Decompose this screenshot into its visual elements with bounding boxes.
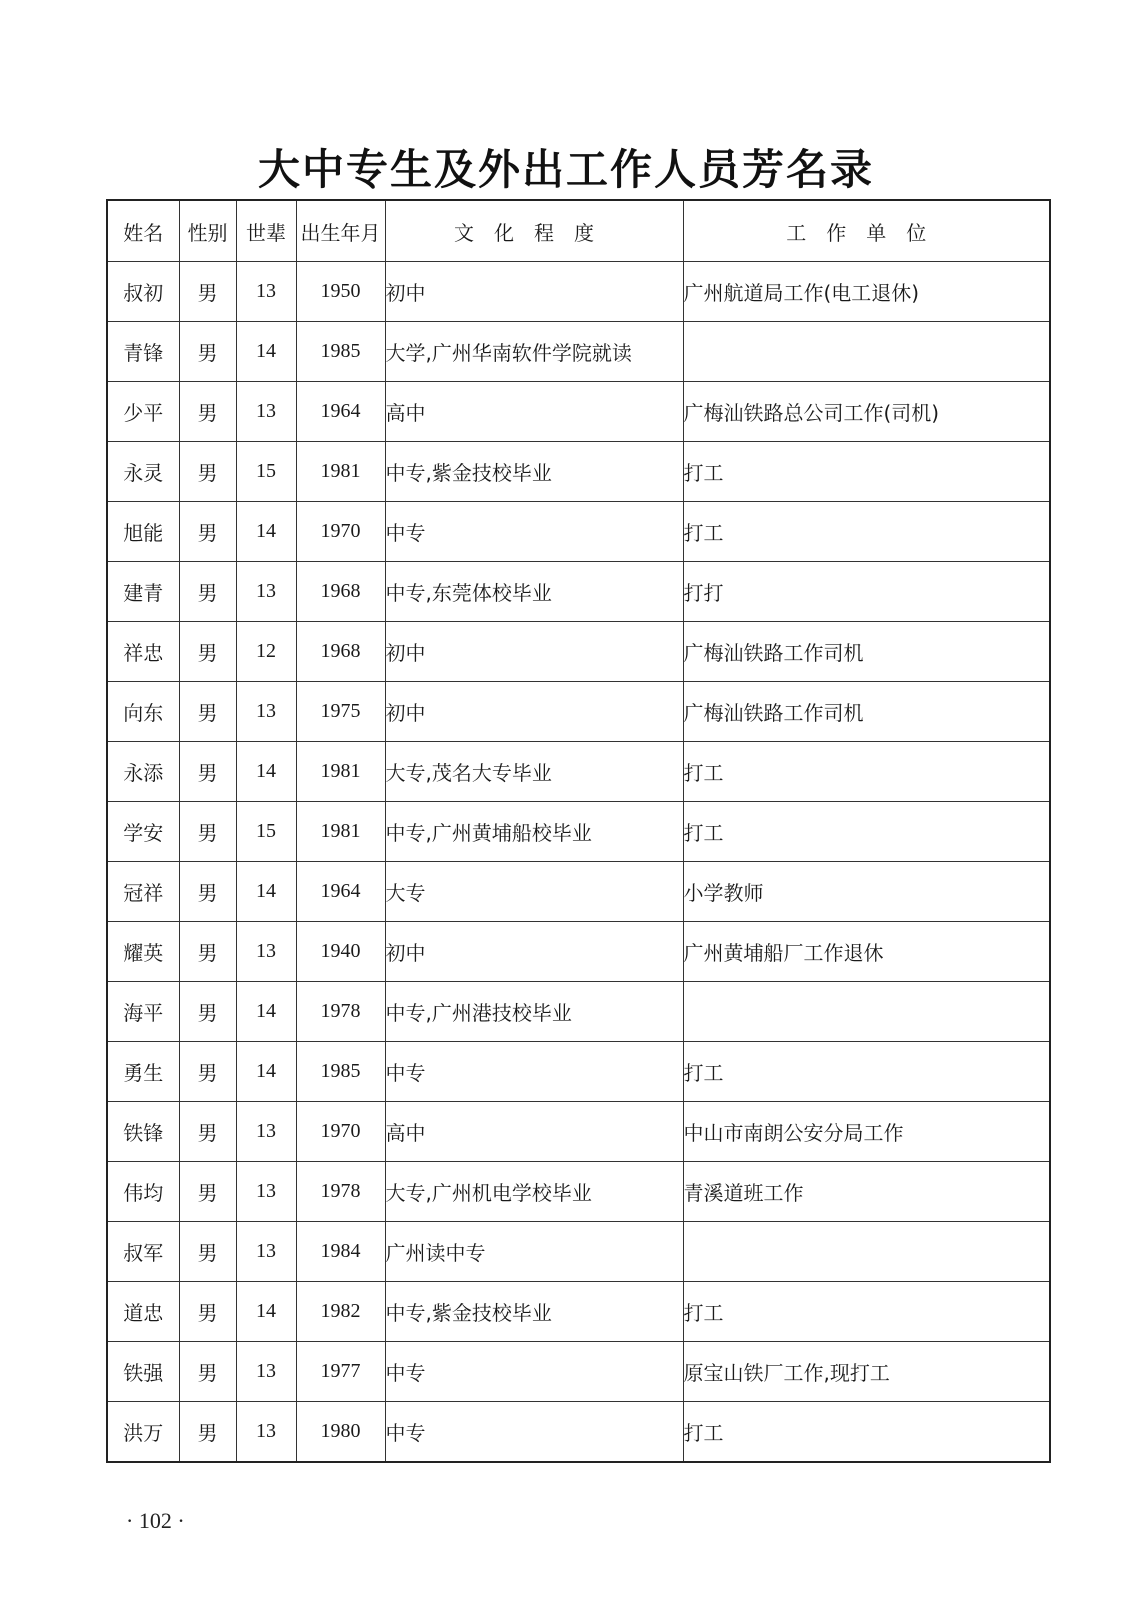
cell-name: 铁锋: [107, 1102, 179, 1162]
cell-sex: 男: [179, 502, 236, 562]
cell-education: 初中: [385, 682, 683, 742]
cell-name: 伟均: [107, 1162, 179, 1222]
cell-birth: 1968: [296, 562, 385, 622]
table-row: [107, 1042, 1050, 1102]
table-row: [107, 262, 1050, 322]
cell-education: 大专,茂名大专毕业: [385, 742, 683, 802]
cell-name: 勇生: [107, 1042, 179, 1102]
roster-table: [106, 199, 1051, 1463]
cell-generation: 13: [236, 1102, 296, 1162]
cell-education: 大专: [385, 862, 683, 922]
cell-generation: 13: [236, 262, 296, 322]
cell-generation: 15: [236, 802, 296, 862]
cell-generation: 12: [236, 622, 296, 682]
cell-generation: 13: [236, 922, 296, 982]
cell-birth: 1975: [296, 682, 385, 742]
cell-work: 广梅汕铁路工作司机: [683, 622, 1050, 682]
cell-education: 中专: [385, 1402, 683, 1463]
cell-education: 初中: [385, 622, 683, 682]
cell-work: 打工: [683, 1282, 1050, 1342]
cell-education: 中专,广州港技校毕业: [385, 982, 683, 1042]
column-header-sex: 性别: [179, 200, 236, 262]
cell-work: 广州黄埔船厂工作退休: [683, 922, 1050, 982]
cell-birth: 1970: [296, 502, 385, 562]
cell-education: 中专: [385, 502, 683, 562]
cell-education: 中专: [385, 1342, 683, 1402]
page-number: · 102 ·: [126, 1508, 185, 1533]
cell-work: 广州航道局工作(电工退休): [683, 262, 1050, 322]
cell-education: 初中: [385, 922, 683, 982]
table-row: [107, 1342, 1050, 1402]
table-row: [107, 1402, 1050, 1463]
cell-education: 高中: [385, 382, 683, 442]
cell-name: 向东: [107, 682, 179, 742]
cell-work: 打工: [683, 802, 1050, 862]
cell-generation: 14: [236, 742, 296, 802]
cell-name: 永灵: [107, 442, 179, 502]
cell-generation: 14: [236, 1042, 296, 1102]
cell-birth: 1978: [296, 982, 385, 1042]
cell-name: 冠祥: [107, 862, 179, 922]
cell-sex: 男: [179, 382, 236, 442]
cell-birth: 1964: [296, 382, 385, 442]
cell-education: 中专,紫金技校毕业: [385, 1282, 683, 1342]
cell-name: 洪万: [107, 1402, 179, 1463]
column-header-birth: 出生年月: [296, 200, 385, 262]
cell-birth: 1968: [296, 622, 385, 682]
cell-education: 广州读中专: [385, 1222, 683, 1282]
cell-birth: 1964: [296, 862, 385, 922]
cell-sex: 男: [179, 262, 236, 322]
cell-name: 叔初: [107, 262, 179, 322]
cell-birth: 1980: [296, 1402, 385, 1463]
cell-sex: 男: [179, 1222, 236, 1282]
table-row: [107, 382, 1050, 442]
cell-work: 小学教师: [683, 862, 1050, 922]
cell-work: 打工: [683, 742, 1050, 802]
cell-education: 大专,广州机电学校毕业: [385, 1162, 683, 1222]
cell-sex: 男: [179, 862, 236, 922]
cell-generation: 13: [236, 562, 296, 622]
cell-birth: 1940: [296, 922, 385, 982]
cell-work: 打工: [683, 1402, 1050, 1463]
cell-name: 祥忠: [107, 622, 179, 682]
cell-sex: 男: [179, 1402, 236, 1463]
cell-generation: 13: [236, 1222, 296, 1282]
cell-work: 中山市南朗公安分局工作: [683, 1102, 1050, 1162]
cell-birth: 1981: [296, 742, 385, 802]
cell-education: 中专,东莞体校毕业: [385, 562, 683, 622]
cell-name: 少平: [107, 382, 179, 442]
column-header-generation: 世辈: [236, 200, 296, 262]
cell-work: [683, 982, 1050, 1042]
cell-generation: 14: [236, 322, 296, 382]
cell-sex: 男: [179, 922, 236, 982]
cell-sex: 男: [179, 742, 236, 802]
cell-name: 叔军: [107, 1222, 179, 1282]
cell-sex: 男: [179, 682, 236, 742]
cell-generation: 13: [236, 382, 296, 442]
cell-work: 原宝山铁厂工作,现打工: [683, 1342, 1050, 1402]
cell-work: 广梅汕铁路总公司工作(司机): [683, 382, 1050, 442]
cell-sex: 男: [179, 442, 236, 502]
cell-sex: 男: [179, 1342, 236, 1402]
column-header-name: 姓名: [107, 200, 179, 262]
cell-birth: 1985: [296, 1042, 385, 1102]
table-row: [107, 562, 1050, 622]
table-row: [107, 1102, 1050, 1162]
cell-sex: 男: [179, 562, 236, 622]
table-row: [107, 982, 1050, 1042]
cell-sex: 男: [179, 802, 236, 862]
cell-birth: 1977: [296, 1342, 385, 1402]
cell-birth: 1981: [296, 802, 385, 862]
table-row: [107, 1222, 1050, 1282]
table-row: [107, 862, 1050, 922]
cell-generation: 14: [236, 862, 296, 922]
cell-work: [683, 1222, 1050, 1282]
cell-work: 青溪道班工作: [683, 1162, 1050, 1222]
cell-name: 永添: [107, 742, 179, 802]
cell-name: 海平: [107, 982, 179, 1042]
table-row: [107, 742, 1050, 802]
table-row: [107, 442, 1050, 502]
cell-birth: 1982: [296, 1282, 385, 1342]
cell-birth: 1985: [296, 322, 385, 382]
cell-education: 初中: [385, 262, 683, 322]
cell-work: 打打: [683, 562, 1050, 622]
cell-name: 铁强: [107, 1342, 179, 1402]
table-row: [107, 1162, 1050, 1222]
table-row: [107, 322, 1050, 382]
cell-sex: 男: [179, 1282, 236, 1342]
cell-work: [683, 322, 1050, 382]
table-row: [107, 802, 1050, 862]
cell-generation: 15: [236, 442, 296, 502]
cell-name: 耀英: [107, 922, 179, 982]
cell-education: 中专: [385, 1042, 683, 1102]
cell-sex: 男: [179, 322, 236, 382]
cell-birth: 1984: [296, 1222, 385, 1282]
cell-generation: 14: [236, 982, 296, 1042]
cell-birth: 1978: [296, 1162, 385, 1222]
cell-name: 建青: [107, 562, 179, 622]
table-header-row: [107, 200, 1050, 262]
cell-birth: 1970: [296, 1102, 385, 1162]
cell-name: 道忠: [107, 1282, 179, 1342]
cell-birth: 1981: [296, 442, 385, 502]
table-row: [107, 922, 1050, 982]
cell-work: 打工: [683, 1042, 1050, 1102]
table-row: [107, 1282, 1050, 1342]
table-row: [107, 622, 1050, 682]
cell-generation: 13: [236, 1342, 296, 1402]
cell-generation: 13: [236, 1402, 296, 1463]
cell-sex: 男: [179, 982, 236, 1042]
cell-name: 旭能: [107, 502, 179, 562]
table-row: [107, 682, 1050, 742]
column-header-work: 工作单位: [683, 200, 1050, 262]
cell-name: 青锋: [107, 322, 179, 382]
cell-sex: 男: [179, 1162, 236, 1222]
cell-education: 中专,紫金技校毕业: [385, 442, 683, 502]
cell-education: 高中: [385, 1102, 683, 1162]
cell-generation: 13: [236, 682, 296, 742]
cell-work: 打工: [683, 442, 1050, 502]
cell-work: 打工: [683, 502, 1050, 562]
cell-birth: 1950: [296, 262, 385, 322]
cell-name: 学安: [107, 802, 179, 862]
cell-sex: 男: [179, 1042, 236, 1102]
column-header-education: 文化程度: [385, 200, 683, 262]
cell-generation: 14: [236, 1282, 296, 1342]
cell-education: 中专,广州黄埔船校毕业: [385, 802, 683, 862]
cell-sex: 男: [179, 622, 236, 682]
cell-sex: 男: [179, 1102, 236, 1162]
cell-generation: 14: [236, 502, 296, 562]
table-row: [107, 502, 1050, 562]
cell-work: 广梅汕铁路工作司机: [683, 682, 1050, 742]
cell-generation: 13: [236, 1162, 296, 1222]
page-title: 大中专生及外出工作人员芳名录: [257, 145, 874, 194]
cell-education: 大学,广州华南软件学院就读: [385, 322, 683, 382]
